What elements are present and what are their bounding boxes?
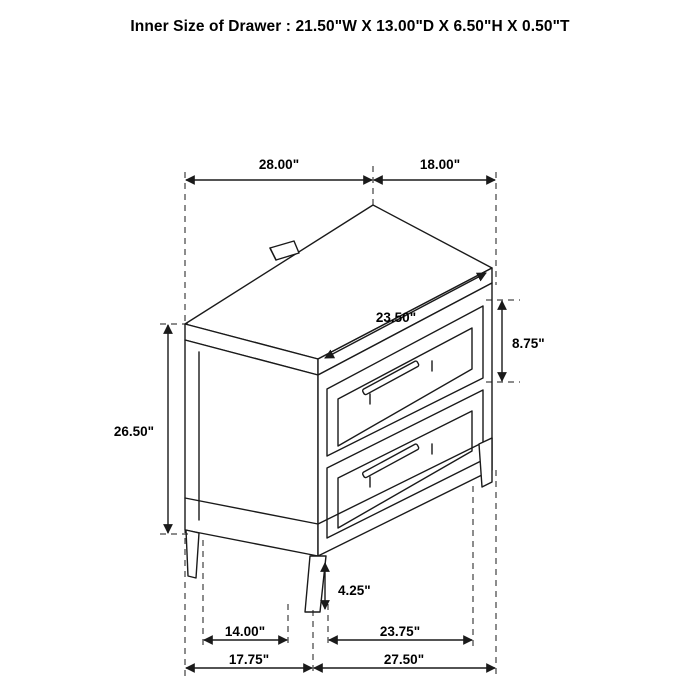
label-top-depth: 18.00" xyxy=(419,157,461,172)
label-base-outer-left: 17.75" xyxy=(228,652,270,667)
side-panel-left xyxy=(185,340,318,556)
label-base-front-left: 14.00" xyxy=(224,624,266,639)
furniture-outline xyxy=(185,205,492,612)
leg-front-center xyxy=(305,556,326,612)
label-leg-height: 4.25" xyxy=(338,583,371,598)
leg-left-rear xyxy=(186,530,199,578)
label-base-front-right: 23.75" xyxy=(379,624,421,639)
label-side-depth: 23.50" xyxy=(375,310,417,325)
label-drawer-height: 8.75" xyxy=(512,336,545,351)
page-title: Inner Size of Drawer : 21.50"W X 13.00"D X 6.50"H X 0.50"T xyxy=(130,18,570,35)
label-top-width: 28.00" xyxy=(258,157,300,172)
label-overall-height: 26.50" xyxy=(113,424,154,439)
label-base-outer-right: 27.50" xyxy=(383,652,425,667)
leg-right-front xyxy=(479,438,492,487)
